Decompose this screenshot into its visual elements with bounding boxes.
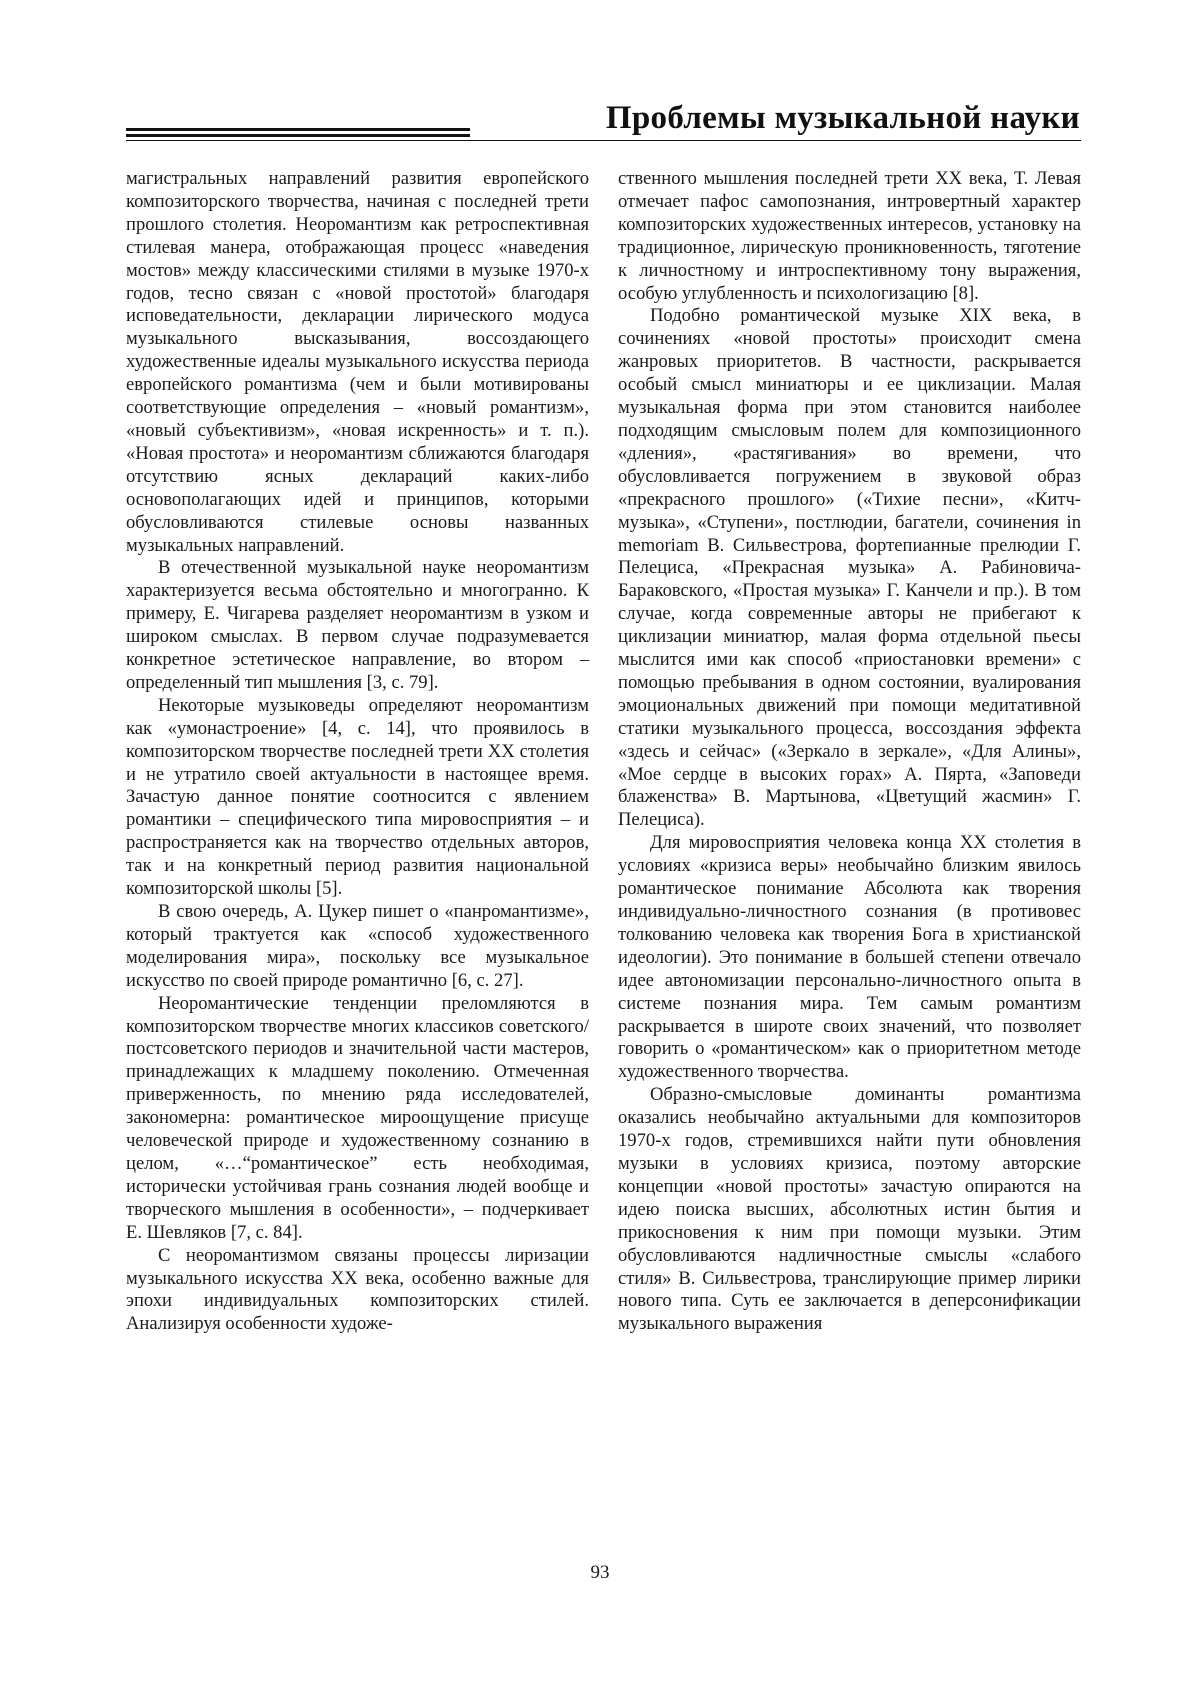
running-header-title: Проблемы музыкальной науки: [605, 100, 1080, 136]
left-paragraph-tendencies: Неоромантические тенденции преломляются в композиторском творчестве многих классиков советского/постсоветского периодов и значительной части мастеров, принадлежащих к младшему поколению. Отмеченная приверженность, по мнению ряда исследователей, закономерна: романтическое мироощущение присуще человеческой природе и художественному сознанию в целом, «…“романтическое” есть необходимая, исторически устойчивая грань сознания людей вообще и творческого мышления в особенности», – подчеркивает Е. Шевляков [7, с. 84].: [126, 992, 589, 1243]
left-text-column: [126, 168, 589, 1336]
left-paragraph-continuation: магистральных направлений развития европейского композиторского творчества, начиная с последней трети прошлого столетия. Неоромантизм как ретроспективная стилевая манера, отображающая процесс «наведения мостов» между классическими стилями в музыке 1970-х годов, тесно связан с «новой простотой» благодаря исповедательности, декларации лирического модуса музыкального высказывания, воссоздающего художественные идеалы музыкального искусства периода европейского романтизма (чем и были мотивированы соответствующие определения – «новый романтизм», «новый субъективизм», «новая искренность» и т. п.). «Новая простота» и неоромантизм сближаются благодаря отсутствию ясных деклараций каких-либо основополагающих идей и принципов, которыми обусловливаются стилевые основы названных музыкальных направлений.: [126, 168, 589, 556]
right-text-column: [618, 168, 1081, 1336]
right-paragraph-miniature: Подобно романтической музыке XIX века, в сочинениях «новой простоты» происходит смена жанровых приоритетов. В частности, раскрывается особый смысл миниатюры и ее циклизации. Малая музыкальная форма при этом становится наиболее подходящим смысловым полем для композиционного «дления», «растягивания» во времени, что обусловливается погружением в звуковой образ «прекрасного прошлого» («Тихие песни», «Китч-музыка», «Ступени», постлюдии, багатели, сочинения in memoriam В. Сильвестрова, фортепианные прелюдии Г. Пелециса, «Прекрасная музыка» А. Рабиновича-Бараковского, «Простая музыка» Г. Канчели и пр.). В том случае, когда современные авторы не прибегают к циклизации миниатюр, малая форма отдельной пьесы мыслится ими как способ «приостановки времени» с помощью пребывания в одном состоянии, вуалирования эмоциональных движений при помощи медитативной статики музыкального процесса, воссоздания эффекта «здесь и сейчас» («Зеркало в зеркале», «Для Алины», «Мое сердце в высоких горах» А. Пярта, «Заповеди блаженства» В. Мартынова, «Цветущий жасмин» Г. Пелециса).: [618, 305, 1081, 831]
left-paragraph-umonastroenie: Некоторые музыковеды определяют неоромантизм как «умонастроение» [4, с. 14], что проявилось в композиторском творчестве последней трети XX столетия и не утратило своей актуальности в настоящее время. Зачастую данное понятие соотносится с явлением романтики – специфического типа мировосприятия – и распространяется как на творчество отдельных авторов, так и на конкретный период развития национальной композиторской школы [5].: [126, 694, 589, 900]
left-paragraph-lirizatsiya: С неоромантизмом связаны процессы лиризации музыкального искусства XX века, особенно важные для эпохи индивидуальных композиторских стилей. Анализируя особенности художе-: [126, 1244, 589, 1335]
page-number: 93: [590, 1562, 610, 1583]
left-paragraph-chigareva: В отечественной музыкальной науке неоромантизм характеризуется весьма обстоятельно и многогранно. К примеру, Е. Чигарева разделяет неоромантизм в узком и широком смыслах. В первом случае подразумевается конкретное эстетическое направление, во втором – определенный тип мышления [3, с. 79].: [126, 557, 589, 693]
header-rule-thick-1: [126, 128, 470, 131]
right-paragraph-absolute: Для мировосприятия человека конца XX столетия в условиях «кризиса веры» необычайно близким явилось романтическое понимание Абсолюта как творения индивидуально-личностного сознания (в противовес толкованию человека как творения Бога в христианской идеологии). Это понимание в большей степени отвечало идее автономизации персонально-личностного опыта в системе познания мира. Тем самым романтизм раскрывается в широте своих значений, что позволяет говорить о «романтическом» как о приоритетном методе художественного творчества.: [618, 832, 1081, 1083]
left-paragraph-tsuker: В свою очередь, А. Цукер пишет о «панромантизме», который трактуется как «способ художественного моделирования мира», поскольку все музыкальное искусство по своей природе романтично [6, с. 27].: [126, 901, 589, 991]
right-paragraph-continuation: ственного мышления последней трети XX века, Т. Левая отмечает пафос самопознания, интровертный характер композиторских художественных интересов, установку на традиционное, лирическую проникновенность, тяготение к личностному и интроспективному тону выражения, особую углубленность и психологизацию [8].: [618, 168, 1081, 304]
header-rule-thick-2: [126, 134, 470, 137]
right-paragraph-dominants: Образно-смысловые доминанты романтизма оказались необычайно актуальными для композиторов 1970-х годов, стремившихся найти пути обновления музыки в условиях кризиса, поэтому авторские концепции «новой простоты» зачастую опираются на идею поиска высших, абсолютных истин бытия и прикосновения к ним при помощи музыки. Этим обусловливаются надличностные смыслы «слабого стиля» В. Сильвестрова, транслирующие пример лирики нового типа. Суть ее заключается в деперсонификации музыкального выражения: [618, 1084, 1081, 1335]
header-rule-thin: [126, 140, 1081, 141]
